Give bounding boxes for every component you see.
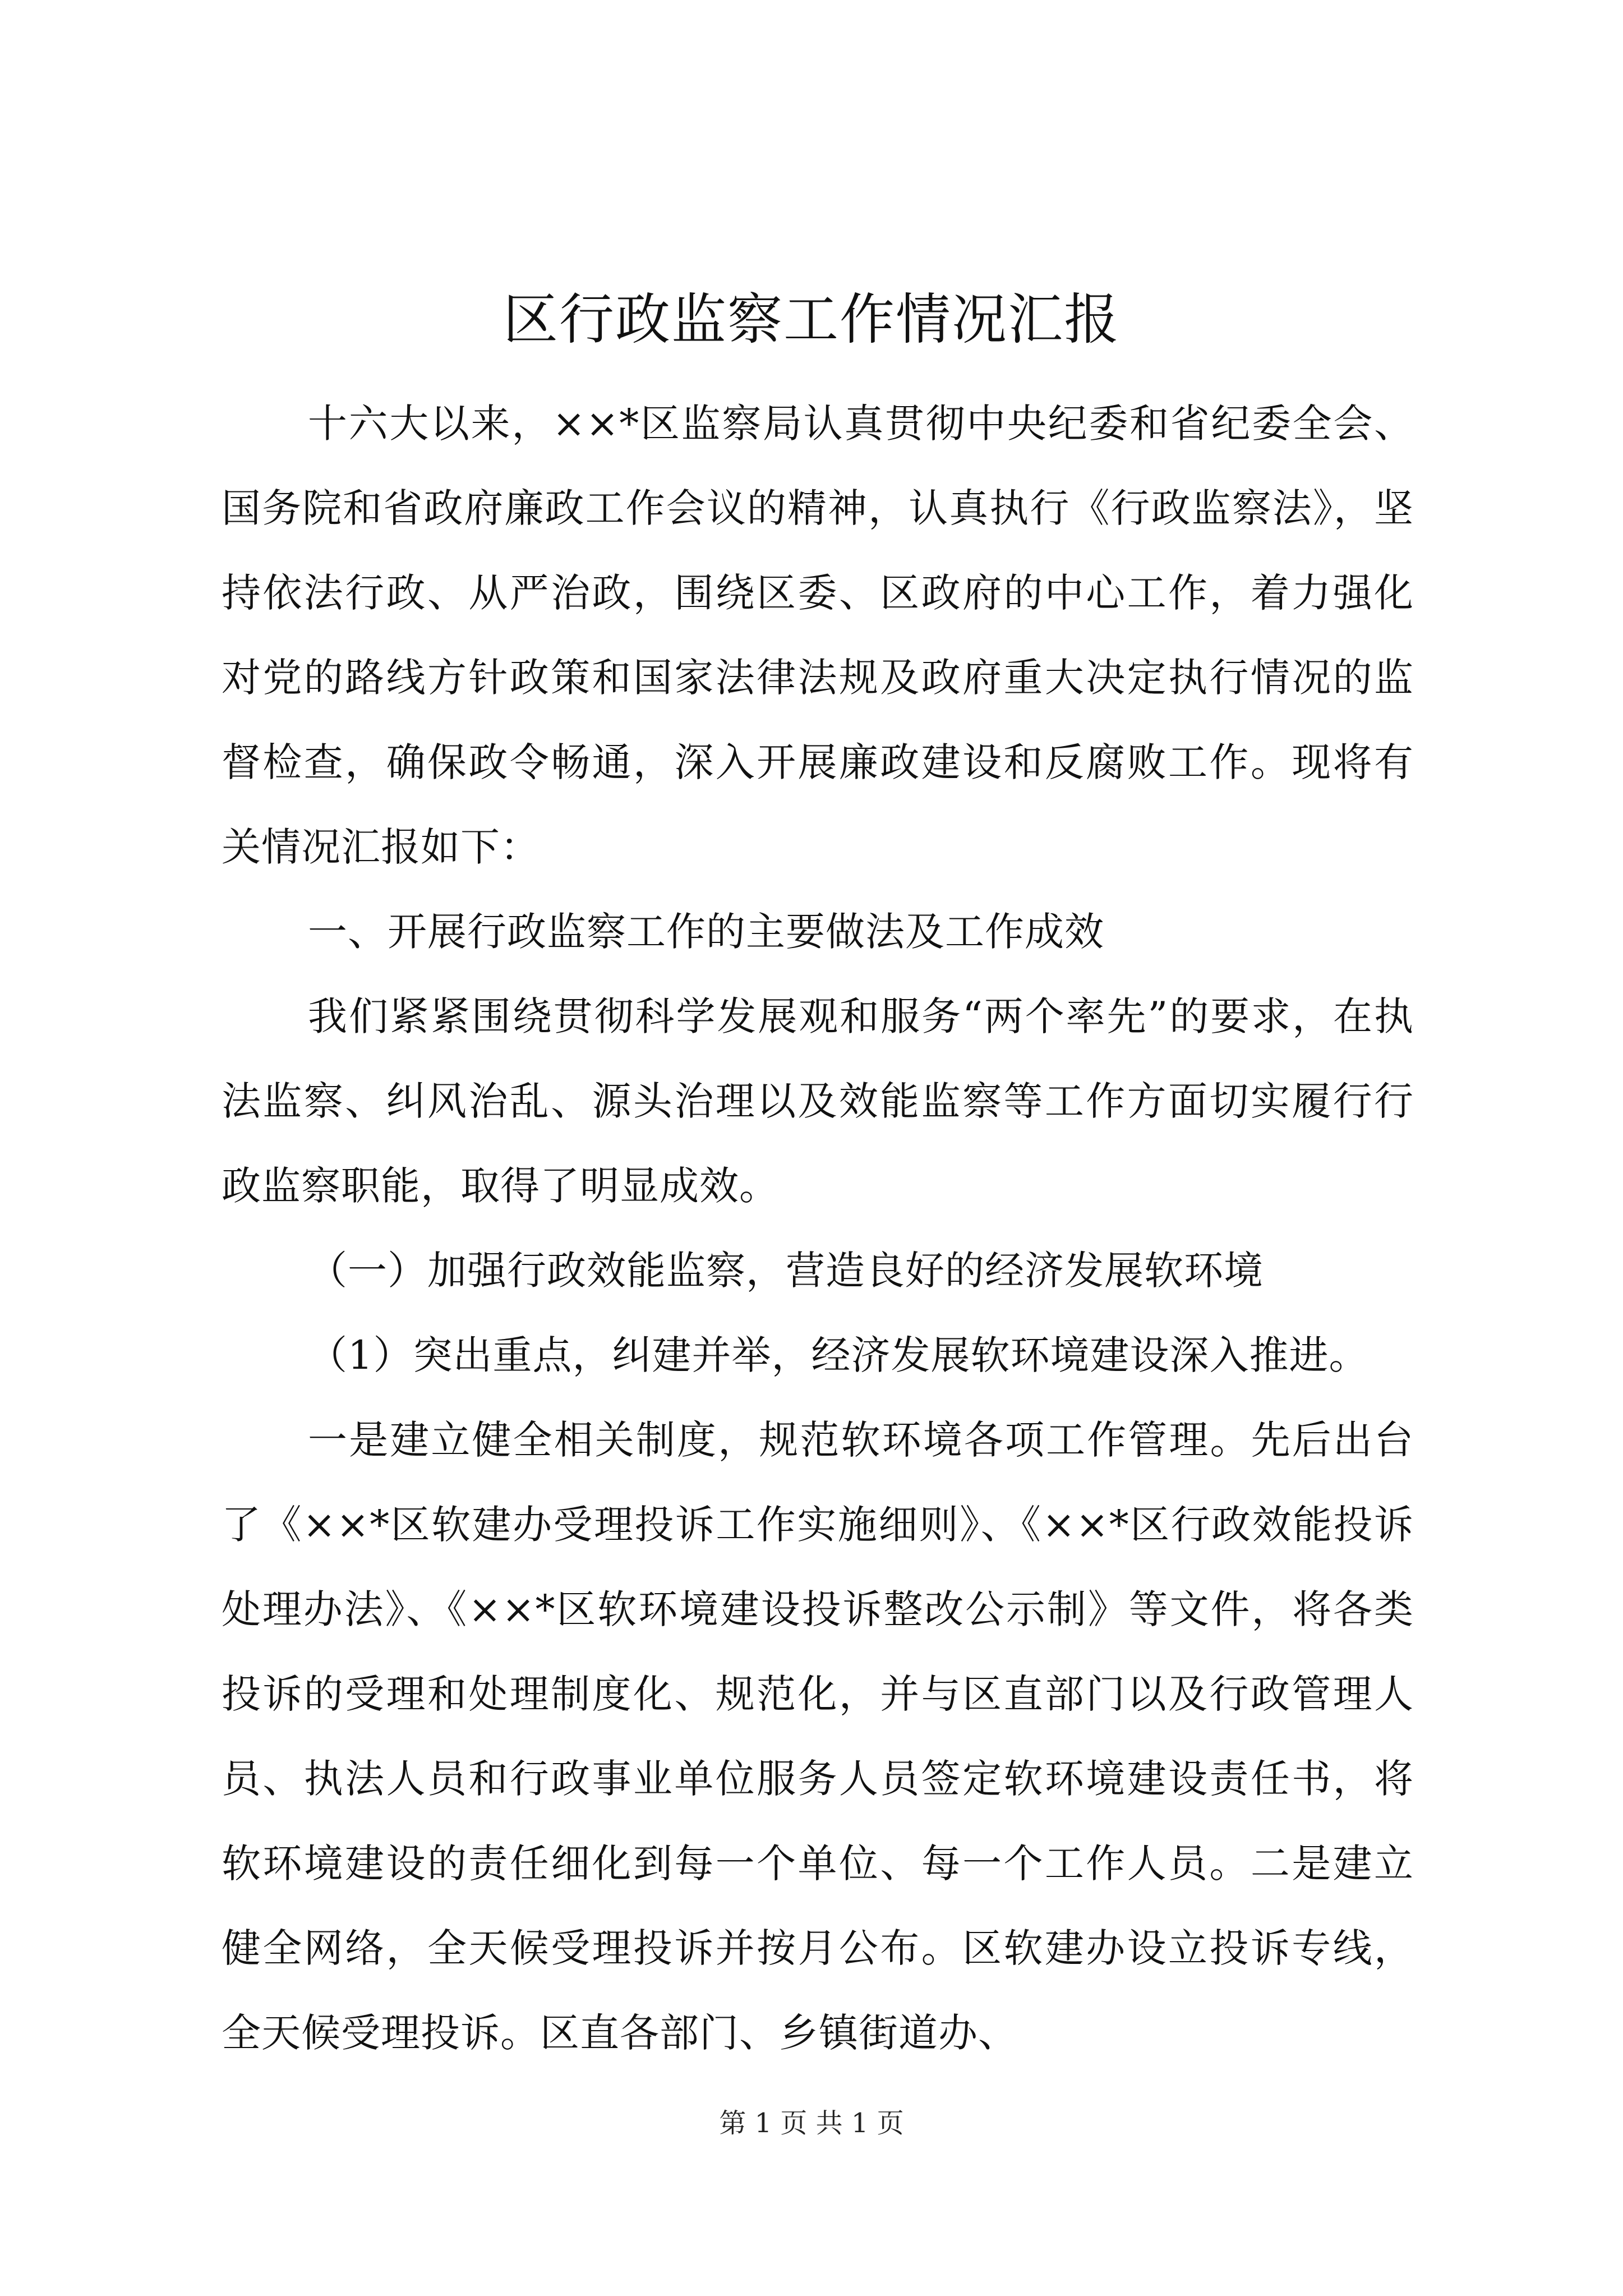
- item-heading-1: （1）突出重点，纠建并举，经济发展软环境建设深入推进。: [308, 1332, 1369, 1378]
- paragraph-summary: 我们紧紧围绕贯彻科学发展观和服务“两个率先”的要求，在执法监察、纠风治乱、源头治理以及效能监察等工作方面切实履行行政监察职能，取得了明显成效。: [222, 993, 1414, 1209]
- document-body: [222, 381, 1414, 2076]
- paragraph-intro: 十六大以来，××*区监察局认真贯彻中央纪委和省纪委全会、国务院和省政府廉政工作会议的精神，认真执行《行政监察法》，坚持依法行政、从严治政，围绕区委、区政府的中心工作，着力强化对党的路线方针政策和国家法律法规及政府重大决定执行情况的监督检查，确保政令畅通，深入开展廉政建设和反腐败工作。现将有关情况汇报如下：: [222, 401, 1414, 870]
- paragraph-details: 一是建立健全相关制度，规范软环境各项工作管理。先后出台了《××*区软建办受理投诉工作实施细则》、《××*区行政效能投诉处理办法》、《××*区软环境建设投诉整改公示制》等文件，将各类投诉的受理和处理制度化、规范化，并与区直部门以及行政管理人员、执法人员和行政事业单位服务人员签定软环境建设责任书，将软环境建设的责任细化到每一个单位、每一个工作人员。二是建立健全网络，全天候受理投诉并按月公布。区软建办设立投诉专线，全天候受理投诉。区直各部门、乡镇街道办、: [222, 1417, 1414, 2056]
- subsection-heading-1: （一）加强行政效能监察，营造良好的经济发展软环境: [308, 1248, 1264, 1294]
- document-title: 区行政监察工作情况汇报: [502, 288, 1120, 352]
- section-heading-1: 一、开展行政监察工作的主要做法及工作成效: [308, 909, 1104, 955]
- page-footer: 第 1 页 共 1 页: [719, 2108, 904, 2139]
